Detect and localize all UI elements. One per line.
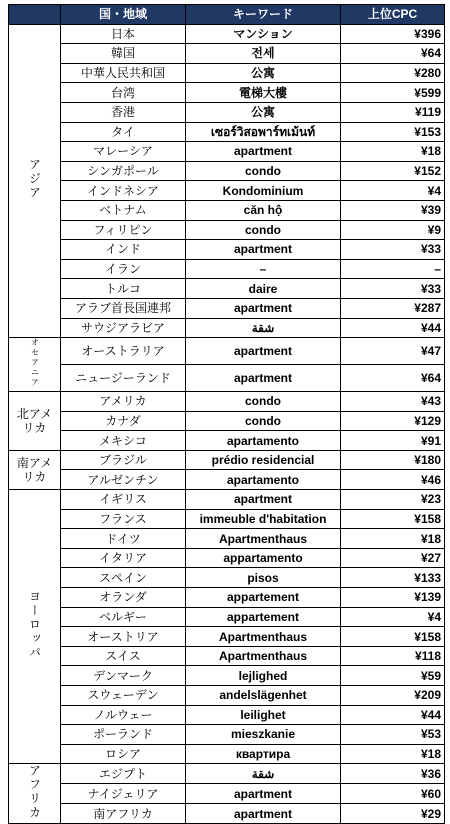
region-cell [9,24,61,338]
cpc-cell: ¥158 [341,509,445,529]
keyword-cell: Kondominium [186,181,341,201]
table-body [9,24,445,824]
table-row [9,744,445,764]
keyword-cell: andelslägenhet [186,686,341,706]
header-cpc: 上位CPC [341,5,445,25]
country-cell: マレーシア [61,142,186,162]
keyword-cell: căn hộ [186,200,341,220]
country-cell: イラン [61,259,186,279]
cpc-cell: ¥280 [341,63,445,83]
region-cell [9,450,61,489]
country-cell: 日本 [61,24,186,44]
country-cell: オランダ [61,588,186,608]
keyword-cell: lejlighed [186,666,341,686]
keyword-cell: Apartmenthaus [186,627,341,647]
cpc-cell: ¥29 [341,804,445,824]
keyword-cell: pisos [186,568,341,588]
cpc-cell: ¥139 [341,588,445,608]
table-row [9,431,445,451]
keyword-cell: Apartmenthaus [186,646,341,666]
country-cell: ニュージーランド [61,365,186,392]
country-cell: スウェーデン [61,686,186,706]
cpc-cell: ¥287 [341,298,445,318]
country-cell: イタリア [61,548,186,568]
table-row [9,298,445,318]
country-cell: オーストラリア [61,338,186,365]
table-row [9,338,445,365]
cpc-cell: ¥18 [341,529,445,549]
keyword-cell: เซอร์วิสอพาร์ทเม้นท์ [186,122,341,142]
keyword-cell: apartment [186,490,341,510]
table-row [9,627,445,647]
country-cell: アメリカ [61,392,186,412]
country-cell: サウジアラビア [61,318,186,338]
keyword-cell: condo [186,161,341,181]
country-cell: シンガポール [61,161,186,181]
cpc-cell: ¥47 [341,338,445,365]
cpc-table [8,4,445,824]
keyword-cell: apartment [186,365,341,392]
region-label: オセアニア [30,338,40,389]
region-cell [9,764,61,824]
table-row [9,588,445,608]
keyword-cell: apartment [186,298,341,318]
cpc-cell: ¥18 [341,142,445,162]
cpc-cell: ¥4 [341,607,445,627]
keyword-cell: apartment [186,784,341,804]
table-row [9,686,445,706]
table-header [9,5,445,25]
cpc-cell: ¥118 [341,646,445,666]
cpc-cell: ¥9 [341,220,445,240]
cpc-cell: ¥396 [341,24,445,44]
table-row [9,607,445,627]
country-cell: ベルギー [61,607,186,627]
keyword-cell: appartement [186,607,341,627]
country-cell: ナイジェリア [61,784,186,804]
country-cell: カナダ [61,411,186,431]
keyword-cell: prédio residencial [186,450,341,470]
table-row [9,529,445,549]
cpc-cell: ¥152 [341,161,445,181]
country-cell: トルコ [61,279,186,299]
country-cell: 南アフリカ [61,804,186,824]
table-row [9,44,445,64]
keyword-cell: 公寓 [186,63,341,83]
table-row [9,83,445,103]
table-row [9,548,445,568]
region-label: アフリカ [27,764,42,821]
country-cell: ベトナム [61,200,186,220]
keyword-cell: apartamento [186,431,341,451]
cpc-cell: ¥119 [341,102,445,122]
keyword-cell: condo [186,392,341,412]
region-cell [9,392,61,451]
cpc-cell: ¥129 [341,411,445,431]
header-row [9,5,445,25]
table-row [9,411,445,431]
table-row [9,764,445,784]
country-cell: フランス [61,509,186,529]
header-keyword: キーワード [186,5,341,25]
table-row [9,102,445,122]
country-cell: デンマーク [61,666,186,686]
table-row [9,470,445,490]
cpc-cell: ¥23 [341,490,445,510]
cpc-cell: ¥60 [341,784,445,804]
country-cell: 韓国 [61,44,186,64]
cpc-cell: ¥33 [341,240,445,260]
keyword-cell: 전세 [186,44,341,64]
table-row [9,509,445,529]
cpc-cell: ¥599 [341,83,445,103]
keyword-cell: condo [186,411,341,431]
country-cell: ポーランド [61,725,186,745]
keyword-cell: leilighet [186,705,341,725]
region-label: 南アメリカ [16,455,53,484]
table-row [9,220,445,240]
country-cell: エジプト [61,764,186,784]
country-cell: アラブ首長国連邦 [61,298,186,318]
table-row [9,392,445,412]
keyword-cell: appartamento [186,548,341,568]
keyword-cell: apartment [186,240,341,260]
cpc-cell: ¥43 [341,392,445,412]
country-cell: アルゼンチン [61,470,186,490]
table-row [9,666,445,686]
cpc-cell: ¥36 [341,764,445,784]
table-row [9,63,445,83]
keyword-cell: شقة [186,764,341,784]
table-row [9,200,445,220]
cpc-cell: ¥64 [341,44,445,64]
country-cell: スイス [61,646,186,666]
table-row [9,161,445,181]
region-label: アジア [27,158,42,201]
table-row [9,804,445,824]
country-cell: ブラジル [61,450,186,470]
cpc-cell: ¥209 [341,686,445,706]
keyword-cell: apartamento [186,470,341,490]
region-label: ヨーロッパ [27,590,42,661]
country-cell: ドイツ [61,529,186,549]
country-cell: メキシコ [61,431,186,451]
table-row [9,181,445,201]
country-cell: インド [61,240,186,260]
region-cell [9,490,61,764]
table-row [9,318,445,338]
table-row [9,122,445,142]
table-row [9,24,445,44]
header-country: 国・地域 [61,5,186,25]
cpc-cell: ¥53 [341,725,445,745]
keyword-cell: apartment [186,142,341,162]
keyword-cell: Apartmenthaus [186,529,341,549]
country-cell: インドネシア [61,181,186,201]
cpc-cell: ¥33 [341,279,445,299]
cpc-cell: ¥27 [341,548,445,568]
country-cell: イギリス [61,490,186,510]
table-row [9,365,445,392]
cpc-cell: ¥59 [341,666,445,686]
cpc-cell: ¥91 [341,431,445,451]
keyword-cell: شقة [186,318,341,338]
cpc-cell: ¥158 [341,627,445,647]
table-row [9,725,445,745]
table-row [9,646,445,666]
table-row [9,142,445,162]
cpc-cell: ¥18 [341,744,445,764]
cpc-cell: ¥44 [341,318,445,338]
table-row [9,450,445,470]
keyword-cell: apartment [186,804,341,824]
country-cell: ノルウェー [61,705,186,725]
keyword-cell: condo [186,220,341,240]
region-label: 北アメリカ [16,406,53,435]
keyword-cell: マンション [186,24,341,44]
cpc-cell: ¥39 [341,200,445,220]
cpc-cell: ¥64 [341,365,445,392]
cpc-cell: ¥44 [341,705,445,725]
country-cell: フィリピン [61,220,186,240]
keyword-cell: – [186,259,341,279]
table-row [9,490,445,510]
country-cell: 中華人民共和国 [61,63,186,83]
cpc-cell: ¥153 [341,122,445,142]
table-row [9,259,445,279]
table-row [9,568,445,588]
table-row [9,705,445,725]
keyword-cell: apartment [186,338,341,365]
country-cell: スペイン [61,568,186,588]
keyword-cell: квартира [186,744,341,764]
table-row [9,784,445,804]
keyword-cell: 公寓 [186,102,341,122]
cpc-cell: ¥46 [341,470,445,490]
cpc-cell: ¥4 [341,181,445,201]
table-row [9,240,445,260]
country-cell: タイ [61,122,186,142]
country-cell: 香港 [61,102,186,122]
country-cell: ロシア [61,744,186,764]
keyword-cell: daire [186,279,341,299]
country-cell: 台湾 [61,83,186,103]
header-region-blank [9,5,61,25]
cpc-cell: ¥133 [341,568,445,588]
country-cell: オーストリア [61,627,186,647]
keyword-cell: 電梯大樓 [186,83,341,103]
region-cell [9,338,61,392]
keyword-cell: immeuble d'habitation [186,509,341,529]
cpc-cell: – [341,259,445,279]
keyword-cell: appartement [186,588,341,608]
cpc-cell: ¥180 [341,450,445,470]
keyword-cell: mieszkanie [186,725,341,745]
table-row [9,279,445,299]
